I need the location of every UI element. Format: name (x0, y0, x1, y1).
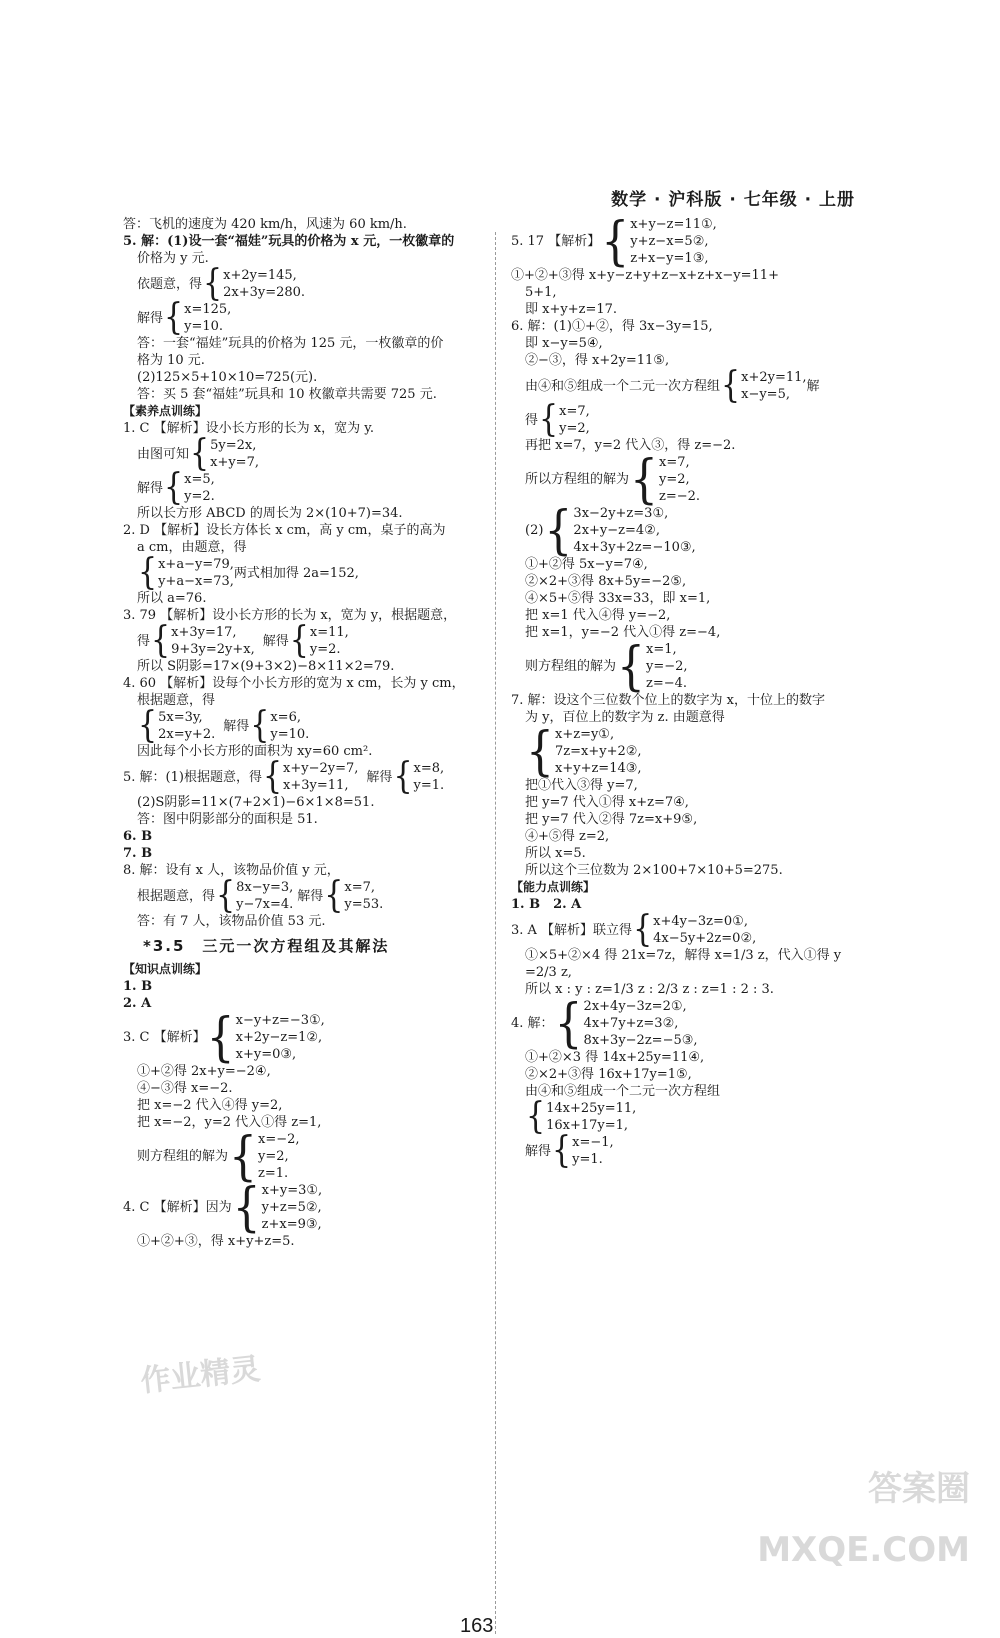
equation-system: 得 { x=7, y=2, (525, 398, 590, 441)
equation-system: 得 { x+3y=17, 9+3y=2y+x, 解得 { x=11, y=2. (137, 619, 349, 662)
equation-system: 则方程组的解为 { x=1, y=−2, z=−4. (525, 635, 688, 697)
text-line: ④×5+⑤得 33x=33，即 x=1, (525, 591, 711, 606)
section-heading: 【知识点训练】 (123, 962, 208, 976)
section-heading: 【能力点训练】 (511, 880, 596, 894)
text-line: 因此每个小长方形的面积为 xy=60 cm². (137, 744, 373, 759)
brace-icon: { (289, 619, 309, 662)
brace-icon: { (539, 398, 559, 441)
text-line: 再把 x=7，y=2 代入③，得 z=−2. (525, 438, 736, 453)
brace-icon: { (151, 619, 171, 662)
equation-system: 3. C 【解析】 { x−y+z=−3①, x+2y−z=1②, x+y=0③, (123, 1006, 325, 1068)
text-line: 1. B (123, 979, 153, 994)
text-line: ④+⑤得 z=2, (525, 829, 610, 844)
text-line: 所以这个三位数为 2×100+7×10+5=275. (525, 863, 783, 878)
brace-icon: { (324, 874, 344, 917)
equation-system: 解得 { x=−1, y=1. (525, 1129, 614, 1172)
text-line: ②−③，得 x+2y=11⑤, (525, 353, 670, 368)
text-line: 即 x−y=5④, (525, 336, 603, 351)
text-line: ①×5+②×4 得 21x=7z，解得 x=1/3 z，代入①得 y (525, 948, 842, 963)
text-line: (2)125×5+10×10=725(元). (137, 370, 318, 385)
text-line: 答：买 5 套“福娃”玩具和 10 枚徽章共需要 725 元. (137, 387, 437, 402)
brace-icon: { (544, 499, 573, 561)
text-line: ①+②+③，得 x+y+z=5. (137, 1234, 295, 1249)
text-line: 7. 解：设这个三位数个位上的数字为 x，十位上的数字 (511, 693, 825, 708)
text-line: 5+1, (525, 285, 557, 300)
text-line: 把①代入③得 y=7, (525, 778, 638, 793)
text-line: 7. B (123, 846, 153, 861)
equation-system: 4. C 【解析】因为 { x+y=3①, y+z=5②, z+x=9③, (123, 1176, 323, 1238)
text-line: 8. 解：设有 x 人，该物品价值 y 元， (123, 863, 340, 878)
brace-icon: { (206, 1006, 235, 1068)
text-line: 为 y，百位上的数字为 z. 由题意得 (525, 710, 725, 725)
text-line: 把 y=7 代入②得 7z=x+9⑤, (525, 812, 698, 827)
text-line: ①+②得 5x−y=7④, (525, 557, 648, 572)
brace-icon: { (190, 432, 210, 475)
text-line: ①+②×3 得 14x+25y=11④, (525, 1050, 705, 1065)
text-line: 3. 79 【解析】设小长方形的长为 x，宽为 y，根据题意， (123, 608, 457, 623)
brace-icon: { (526, 1095, 546, 1138)
brace-icon: { (633, 908, 653, 951)
text-line: 1. B 2. A (511, 897, 582, 912)
brace-icon: { (229, 1125, 258, 1187)
text-line: 2. D 【解析】设长方体长 x cm，高 y cm，桌子的高为 (123, 523, 446, 538)
brace-icon: { (393, 755, 413, 798)
text-line: 把 y=7 代入①得 x+z=7④, (525, 795, 689, 810)
brace-icon: { (601, 210, 630, 272)
text-line: 6. 解：(1)①+②，得 3x−3y=15, (511, 319, 713, 334)
section-title: *3.5 三元一次方程组及其解法 (143, 937, 390, 955)
equation-system: 4. 解： { 2x+4y−3z=2①, 4x+7y+z=3②, 8x+3y−2z=−5③, (511, 992, 698, 1054)
equation-system: 则方程组的解为 { x=−2, y=2, z=1. (137, 1125, 300, 1187)
equation-system: 解得 { x=5, y=2. (137, 466, 215, 509)
brace-icon: { (554, 992, 583, 1054)
brace-icon: { (216, 874, 236, 917)
text-line: =2/3 z, (525, 965, 572, 980)
equation-system: (2) { 3x−2y+z=3①, 2x+y−z=4②, 4x+3y+2z=−10③, (525, 499, 696, 561)
column-divider (495, 232, 496, 1634)
text-line: 5. 解：(1)设一套“福娃”玩具的价格为 x 元，一枚徽章的 (123, 234, 455, 249)
brace-icon: { (526, 720, 554, 782)
text-line: 答：图中阴影部分的面积是 51. (137, 812, 318, 827)
equation-system: { x+a−y=79, y+a−x=73, 两式相加得 2a=152, (138, 551, 359, 594)
brace-icon: { (138, 551, 158, 594)
text-line: ④−③得 x=−2. (137, 1081, 233, 1096)
text-line: 把 x=1 代入④得 y=−2, (525, 608, 671, 623)
text-line: 6. B (123, 829, 153, 844)
text-line: 由④和⑤组成一个二元一次方程组 (525, 1084, 721, 1099)
text-line: 即 x+y+z=17. (525, 302, 618, 317)
equation-system: 所以方程组的解为 { x=7, y=2, z=−2. (525, 448, 701, 510)
brace-icon: { (250, 704, 270, 747)
text-line: 2. A (123, 996, 152, 1011)
text-line: 所以 x : y : z=1/3 z : 2/3 z : z=1 : 2 : 3. (525, 982, 774, 997)
text-line: 1. C 【解析】设小长方形的长为 x，宽为 y. (123, 421, 374, 436)
equation-system: 根据题意，得 { 8x−y=3, y−7x=4. 解得 { x=7, y=53. (137, 874, 384, 917)
equation-system: { 14x+25y=11, 16x+17y=1, (526, 1095, 637, 1138)
brace-icon: { (138, 704, 158, 747)
page-number: 163 (460, 1615, 494, 1637)
text-line: ②×2+③得 8x+5y=−2⑤, (525, 574, 687, 589)
text-line: 所以长方形 ABCD 的周长为 2×(10+7)=34. (137, 506, 403, 521)
brace-icon: { (630, 448, 659, 510)
text-line: 根据题意，得 (137, 693, 216, 708)
text-line: 4. 60 【解析】设每个小长方形的宽为 x cm，长为 y cm， (123, 676, 465, 691)
text-line: 把 x=−2 代入④得 y=2, (137, 1098, 283, 1113)
page-header-title: 数学 · 沪科版 · 七年级 · 上册 (611, 190, 855, 210)
text-line: 所以 x=5. (525, 846, 586, 861)
equation-system: { 5x=3y, 2x=y+2. 解得 { x=6, y=10. (138, 704, 310, 747)
text-line: 所以 a=76. (137, 591, 207, 606)
text-line: 所以 S阴影=17×(9+3×2)−8×11×2=79. (137, 659, 395, 674)
text-line: 答：飞机的速度为 420 km/h，风速为 60 km/h. (123, 217, 407, 232)
watermark: 作业精灵 (138, 1351, 262, 1400)
text-line: ②×2+③得 16x+17y=1⑤, (525, 1067, 692, 1082)
right-column (511, 210, 871, 1172)
brace-icon: { (164, 296, 184, 339)
text-line: 答：一套“福娃”玩具的价格为 125 元，一枚徽章的价 (137, 336, 444, 351)
text-line: 格为 10 元. (137, 353, 205, 368)
equation-system: 5. 17 【解析】 { x+y−z=11①, y+z−x=5②, z+x−y=1③, (511, 210, 717, 272)
text-line: 把 x=1，y=−2 代入①得 z=−4, (525, 625, 721, 640)
left-column (123, 216, 483, 1250)
text-line: 答：有 7 人，该物品价值 53 元. (137, 914, 326, 929)
equation-system: { x+z=y①, 7z=x+y+2②, x+y+z=14③, (526, 720, 642, 782)
watermark: 答案圈 (868, 1469, 970, 1509)
brace-icon: { (617, 635, 646, 697)
equation-system: 解得 { x=125, y=10. (137, 296, 232, 339)
equation-system: 依题意，得 { x+2y=145, 2x+3y=280. (137, 262, 306, 305)
brace-icon: { (262, 755, 283, 798)
section-heading: 【素养点训练】 (123, 404, 208, 418)
text-line: 价格为 y 元. (137, 251, 209, 266)
text-line: (2)S阴影=11×(7+2×1)−6×1×8=51. (137, 795, 375, 810)
text-line: ①+②+③得 x+y−z+y+z−x+z+x−y=11+ (511, 268, 779, 283)
text-line: ①+②得 2x+y=−2④, (137, 1064, 271, 1079)
equation-system: 3. A 【解析】联立得 { x+4y−3z=0①, 4x−5y+2z=0②, (511, 908, 757, 951)
brace-icon: { (232, 1176, 261, 1238)
equation-system: 由图可知 { 5y=2x, x+y=7, (137, 432, 259, 475)
brace-icon: { (164, 466, 184, 509)
brace-icon: { (203, 262, 223, 305)
brace-icon: { (552, 1129, 572, 1172)
equation-system: 5. 解：(1)根据题意，得 { x+y−2y=7, x+3y=11, 解得 { x=8, y=1. (123, 755, 445, 798)
text-line: 把 x=−2，y=2 代入①得 z=1, (137, 1115, 322, 1130)
brace-icon: { (721, 364, 741, 407)
equation-system: 由④和⑤组成一个二元一次方程组 { x+2y=11, x−y=5, 解 (525, 364, 820, 407)
text-line: a cm，由题意，得 (137, 540, 247, 555)
watermark: MXQE.COM (757, 1530, 970, 1570)
